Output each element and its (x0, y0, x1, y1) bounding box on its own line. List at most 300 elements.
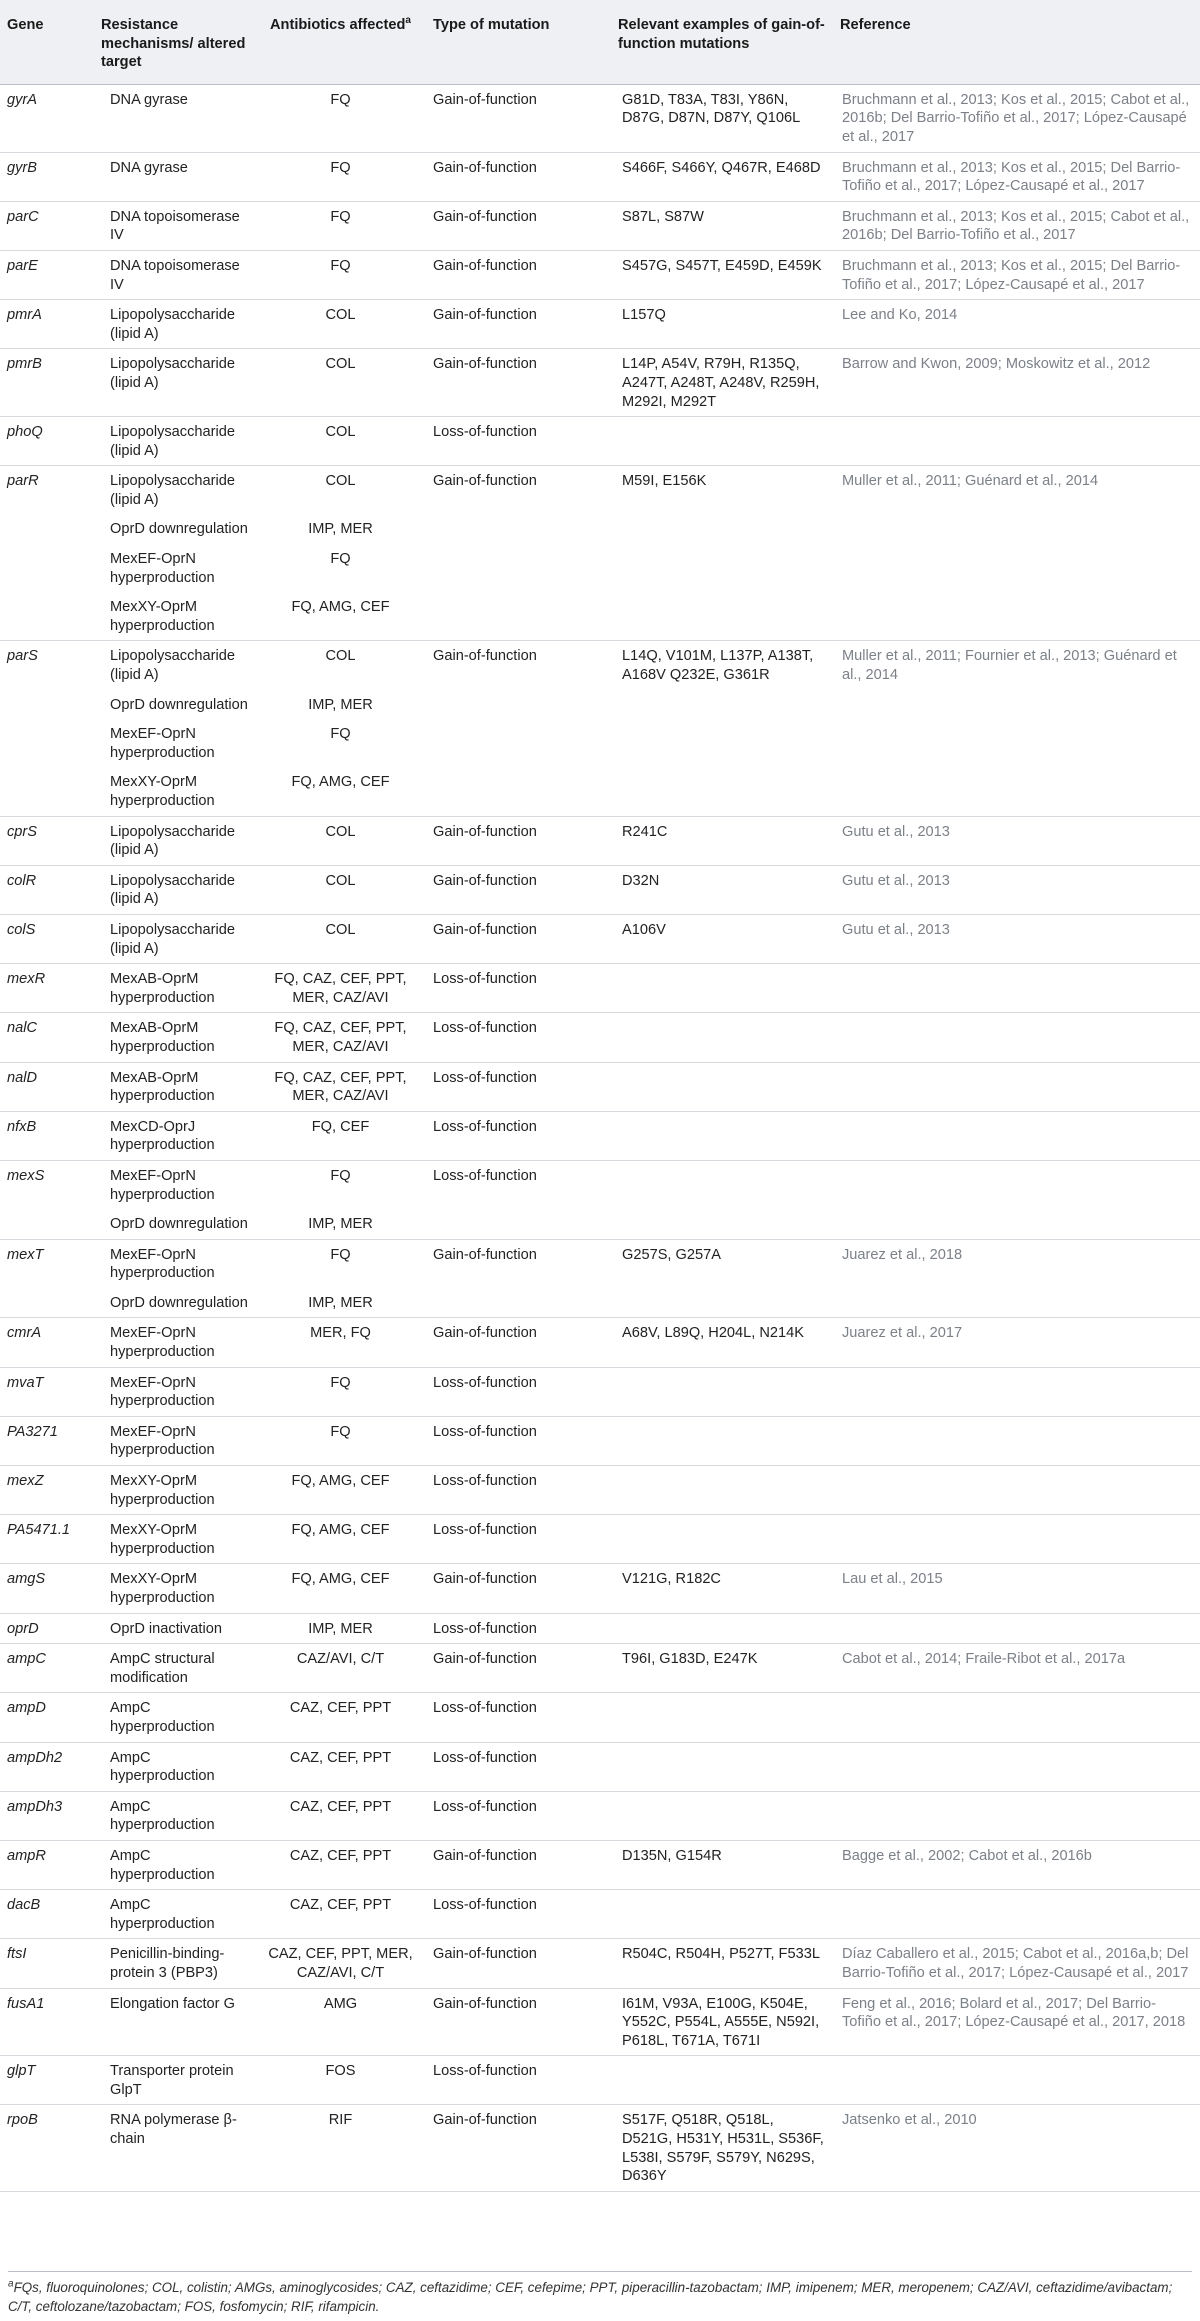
row-mechanism: Lipopolysaccharide (lipid A) (94, 417, 256, 466)
row-examples (611, 592, 833, 641)
row-mechanism: MexEF-OprN hyperproduction (110, 1246, 215, 1282)
row-mutation-type: Gain-of-function (433, 648, 537, 665)
row-gene (0, 514, 94, 544)
row-reference: Jatsenko et al., 2010 (833, 2105, 1200, 2191)
row-reference: Muller et al., 2011; Guénard et al., 2014 (842, 473, 1099, 490)
row-gene: ampD (0, 1693, 94, 1742)
row-antibiotics: CAZ, CEF, PPT (256, 1693, 426, 1742)
row-mutation-type: Loss-of-function (426, 1416, 611, 1465)
table-row (0, 84, 1200, 152)
row-mutation-type: Gain-of-function (426, 816, 611, 865)
row-examples: L14Q, V101M, L137P, A138T, A168V Q232E, G361R (622, 648, 814, 684)
row-mutation-type (426, 690, 611, 720)
row-mutation-type: Loss-of-function (426, 1515, 611, 1564)
table-row (0, 1613, 1200, 1644)
table-row (0, 349, 1200, 417)
row-antibiotics: CAZ, CEF, PPT, MER, CAZ/AVI, C/T (256, 1939, 426, 1988)
row-antibiotics: COL (256, 865, 426, 914)
row-antibiotics: FQ, AMG, CEF (256, 1564, 426, 1613)
header-reference: Reference (833, 0, 1200, 84)
row-mechanism: MexAB-OprM hyperproduction (94, 1062, 256, 1111)
row-gene: mexS (7, 1167, 45, 1184)
row-reference (833, 1013, 1200, 1062)
footnote-text: FQs, fluoroquinolones; COL, colistin; AMGs, aminoglycosides; CAZ, ceftazidime; CEF, cefepime; PPT, piperacillin-tazobactam; IMP, imipenem; MER, meropenem; CAZ/AVI, ceftazidime/avibactam; C/T, ceftolozane/tazobactam; FOS, fosfomycin; RIF, rifampicin. (8, 2280, 1173, 2314)
row-antibiotics: CAZ, CEF, PPT (256, 1742, 426, 1791)
table-row (0, 1111, 1200, 1160)
header-antibiotics-text: Antibiotics affected (270, 17, 406, 33)
row-examples (611, 514, 833, 544)
row-examples (611, 1111, 833, 1160)
table-row (0, 1791, 1200, 1840)
header-row (0, 0, 1200, 84)
row-mutation-type: Loss-of-function (426, 1693, 611, 1742)
row-gene (0, 767, 94, 816)
row-examples (611, 1613, 833, 1644)
row-examples (611, 1209, 833, 1239)
row-gene: oprD (0, 1613, 94, 1644)
header-antibiotics-footnote-mark: a (405, 15, 411, 27)
table-row (0, 1564, 1200, 1613)
row-mechanism: Lipopolysaccharide (lipid A) (94, 914, 256, 963)
table-row (0, 514, 1200, 544)
row-examples (611, 964, 833, 1013)
row-examples (611, 1890, 833, 1939)
row-mechanism: AmpC structural modification (94, 1644, 256, 1693)
table-row (0, 1840, 1200, 1889)
row-mechanism: Elongation factor G (94, 1988, 256, 2056)
row-mechanism: AmpC hyperproduction (94, 1742, 256, 1791)
row-mutation-type: Gain-of-function (426, 865, 611, 914)
row-gene: colS (0, 914, 94, 963)
row-antibiotics: COL (256, 349, 426, 417)
row-gene: parE (0, 250, 94, 299)
row-examples (611, 719, 833, 767)
row-examples: L157Q (611, 300, 833, 349)
row-examples: S466F, S466Y, Q467R, E468D (611, 152, 833, 201)
table-row (0, 300, 1200, 349)
table-row (0, 152, 1200, 201)
row-gene (0, 690, 94, 720)
table-row (0, 1693, 1200, 1742)
row-reference: Bruchmann et al., 2013; Kos et al., 2015; Cabot et al., 2016b; Del Barrio-Tofiño et al., 2017 (833, 201, 1200, 250)
row-gene: glpT (0, 2056, 94, 2105)
table-row (0, 914, 1200, 963)
row-examples: D32N (611, 865, 833, 914)
row-antibiotics: FQ, CAZ, CEF, PPT, MER, CAZ/AVI (256, 964, 426, 1013)
row-mechanism: AmpC hyperproduction (94, 1840, 256, 1889)
row-mutation-type (426, 719, 611, 767)
row-mutation-type: Gain-of-function (426, 152, 611, 201)
row-mutation-type: Gain-of-function (426, 2105, 611, 2191)
row-gene (0, 1288, 94, 1318)
row-mutation-type: Gain-of-function (426, 201, 611, 250)
row-antibiotics: IMP, MER (308, 696, 373, 713)
row-antibiotics: MER, FQ (256, 1318, 426, 1367)
row-mutation-type: Loss-of-function (426, 1791, 611, 1840)
row-mutation-type: Loss-of-function (426, 1367, 611, 1416)
row-mutation-type: Gain-of-function (426, 1318, 611, 1367)
row-reference (833, 964, 1200, 1013)
table-row (0, 1416, 1200, 1465)
row-antibiotics: COL (256, 914, 426, 963)
row-mechanism: DNA gyrase (94, 152, 256, 201)
header-antibiotics (256, 0, 426, 84)
row-mechanism: MexAB-OprM hyperproduction (94, 964, 256, 1013)
row-mutation-type: Gain-of-function (433, 1246, 537, 1263)
table-row (0, 250, 1200, 299)
row-antibiotics: COL (256, 816, 426, 865)
row-reference (833, 767, 1200, 816)
row-mechanism: AmpC hyperproduction (94, 1791, 256, 1840)
row-reference: Cabot et al., 2014; Fraile-Ribot et al., 2017a (833, 1644, 1200, 1693)
row-mutation-type: Loss-of-function (433, 1167, 537, 1184)
row-examples: D135N, G154R (611, 1840, 833, 1889)
header-mutation-type: Type of mutation (426, 0, 611, 84)
row-antibiotics: FQ (256, 1367, 426, 1416)
row-antibiotics: IMP, MER (308, 521, 373, 538)
row-examples: A68V, L89Q, H204L, N214K (611, 1318, 833, 1367)
row-reference (833, 592, 1200, 641)
row-examples: G257S, G257A (622, 1246, 721, 1263)
row-mechanism: MexXY-OprM hyperproduction (94, 1466, 256, 1515)
row-mutation-type: Loss-of-function (426, 964, 611, 1013)
row-examples (611, 1367, 833, 1416)
table-row (0, 719, 1200, 767)
row-mechanism: DNA topoisomerase IV (94, 250, 256, 299)
row-mechanism: DNA topoisomerase IV (94, 201, 256, 250)
row-examples (611, 1062, 833, 1111)
table-row (0, 1988, 1200, 2056)
row-mutation-type: Loss-of-function (426, 1613, 611, 1644)
row-antibiotics: FQ, AMG, CEF (256, 1515, 426, 1564)
row-gene: cprS (0, 816, 94, 865)
row-examples (611, 690, 833, 720)
table-row (0, 417, 1200, 466)
row-reference (833, 1742, 1200, 1791)
row-reference: Barrow and Kwon, 2009; Moskowitz et al., 2012 (833, 349, 1200, 417)
table-row (0, 466, 1200, 515)
row-gene: pmrA (0, 300, 94, 349)
row-mutation-type: Gain-of-function (426, 1564, 611, 1613)
row-gene (0, 544, 94, 592)
row-reference: Lee and Ko, 2014 (833, 300, 1200, 349)
table-row (0, 1160, 1200, 1209)
row-antibiotics: FQ (330, 1246, 351, 1263)
row-examples: A106V (611, 914, 833, 963)
footnote-mark: a (8, 2278, 14, 2290)
table-row (0, 2056, 1200, 2105)
table-header (0, 0, 1200, 84)
row-examples (611, 1416, 833, 1465)
row-reference: Muller et al., 2011; Fournier et al., 2013; Guénard et al., 2014 (842, 648, 1177, 684)
row-gene: PA3271 (0, 1416, 94, 1465)
row-reference (833, 1416, 1200, 1465)
row-gene: mexZ (0, 1466, 94, 1515)
row-gene: dacB (0, 1890, 94, 1939)
row-mutation-type: Loss-of-function (426, 2056, 611, 2105)
row-gene: gyrB (0, 152, 94, 201)
row-mutation-type (426, 767, 611, 816)
row-examples: V121G, R182C (611, 1564, 833, 1613)
header-examples: Relevant examples of gain-of-function mutations (611, 0, 833, 84)
row-reference: Bagge et al., 2002; Cabot et al., 2016b (833, 1840, 1200, 1889)
table-row (0, 690, 1200, 720)
row-reference: Díaz Caballero et al., 2015; Cabot et al., 2016a,b; Del Barrio-Tofiño et al., 2017; López-Causapé et al., 2017 (833, 1939, 1200, 1988)
row-reference: Gutu et al., 2013 (833, 865, 1200, 914)
row-mutation-type: Gain-of-function (426, 914, 611, 963)
row-mechanism: RNA polymerase β-chain (94, 2105, 256, 2191)
row-mechanism: MexEF-OprN hyperproduction (94, 1416, 256, 1465)
row-antibiotics: CAZ, CEF, PPT (256, 1791, 426, 1840)
row-mechanism: OprD inactivation (94, 1613, 256, 1644)
row-reference (833, 544, 1200, 592)
row-examples: M59I, E156K (622, 473, 707, 490)
row-mechanism: Transporter protein GlpT (94, 2056, 256, 2105)
row-mechanism: MexAB-OprM hyperproduction (94, 1013, 256, 1062)
row-mutation-type: Loss-of-function (426, 1890, 611, 1939)
row-mechanism: MexEF-OprN hyperproduction (110, 726, 215, 761)
row-reference: Juarez et al., 2017 (833, 1318, 1200, 1367)
row-examples (611, 1288, 833, 1318)
header-gene: Gene (0, 0, 94, 84)
row-examples: I61M, V93A, E100G, K504E, Y552C, P554L, A555E, N592I, P618L, T671A, T671I (611, 1988, 833, 2056)
row-gene: fusA1 (0, 1988, 94, 2056)
row-antibiotics: FQ (330, 726, 351, 743)
row-reference: Lau et al., 2015 (833, 1564, 1200, 1613)
row-antibiotics: COL (256, 300, 426, 349)
row-mechanism: Lipopolysaccharide (lipid A) (110, 473, 235, 508)
row-mechanism: Lipopolysaccharide (lipid A) (94, 300, 256, 349)
row-mutation-type (426, 1209, 611, 1239)
row-gene: rpoB (0, 2105, 94, 2191)
row-examples: R241C (611, 816, 833, 865)
row-antibiotics: FQ, AMG, CEF (256, 592, 426, 641)
row-mutation-type: Loss-of-function (426, 1466, 611, 1515)
table-row (0, 964, 1200, 1013)
row-reference (833, 1693, 1200, 1742)
row-antibiotics: FQ, CAZ, CEF, PPT, MER, CAZ/AVI (256, 1062, 426, 1111)
row-antibiotics: AMG (256, 1988, 426, 2056)
row-reference: Bruchmann et al., 2013; Kos et al., 2015; Cabot et al., 2016b; Del Barrio-Tofiño et al., 2017; López-Causapé et al., 2017 (833, 84, 1200, 152)
row-gene: cmrA (0, 1318, 94, 1367)
row-mechanism: AmpC hyperproduction (94, 1693, 256, 1742)
row-examples: R504C, R504H, P527T, F533L (611, 1939, 833, 1988)
table-row (0, 1367, 1200, 1416)
row-mechanism: Lipopolysaccharide (lipid A) (94, 816, 256, 865)
row-gene (0, 1209, 94, 1239)
row-antibiotics: COL (325, 473, 356, 490)
row-reference (833, 1288, 1200, 1318)
row-reference: Juarez et al., 2018 (842, 1246, 963, 1263)
row-mechanism: Penicillin-binding-protein 3 (PBP3) (94, 1939, 256, 1988)
table-row (0, 1742, 1200, 1791)
row-gene: ampR (0, 1840, 94, 1889)
table-row (0, 1013, 1200, 1062)
row-examples (611, 544, 833, 592)
table-row (0, 544, 1200, 592)
row-reference (833, 1111, 1200, 1160)
row-gene: mvaT (0, 1367, 94, 1416)
row-gene (0, 592, 94, 641)
row-antibiotics: FQ (330, 1167, 351, 1184)
row-examples (611, 2056, 833, 2105)
row-gene: colR (0, 865, 94, 914)
row-examples: L14P, A54V, R79H, R135Q, A247T, A248T, A248V, R259H, M292I, M292T (611, 349, 833, 417)
row-gene: gyrA (0, 84, 94, 152)
row-examples (611, 1466, 833, 1515)
row-examples (611, 1693, 833, 1742)
row-gene (0, 719, 94, 767)
row-mechanism: MexXY-OprM hyperproduction (94, 592, 256, 641)
table-row (0, 767, 1200, 816)
row-examples: T96I, G183D, E247K (611, 1644, 833, 1693)
row-mutation-type (426, 592, 611, 641)
row-mutation-type: Gain-of-function (433, 473, 537, 490)
row-examples: S517F, Q518R, Q518L, D521G, H531Y, H531L, S536F, L538I, S579F, S579Y, N629S, D636Y (611, 2105, 833, 2191)
row-reference: Gutu et al., 2013 (833, 914, 1200, 963)
row-gene: amgS (0, 1564, 94, 1613)
row-mechanism: OprD downregulation (94, 1288, 256, 1318)
row-gene: PA5471.1 (0, 1515, 94, 1564)
row-mutation-type: Gain-of-function (426, 1840, 611, 1889)
table-row (0, 2105, 1200, 2191)
row-gene: nalC (0, 1013, 94, 1062)
row-mechanism: MexXY-OprM hyperproduction (94, 1515, 256, 1564)
row-antibiotics: CAZ, CEF, PPT (256, 1840, 426, 1889)
row-examples (611, 1742, 833, 1791)
row-mechanism: OprD downregulation (94, 1209, 256, 1239)
table-row (0, 201, 1200, 250)
row-examples (611, 767, 833, 816)
row-mutation-type: Gain-of-function (426, 300, 611, 349)
row-mutation-type (426, 544, 611, 592)
table-body (0, 84, 1200, 2191)
row-reference (833, 2056, 1200, 2105)
row-antibiotics: FQ (256, 84, 426, 152)
table-row (0, 865, 1200, 914)
row-antibiotics: RIF (256, 2105, 426, 2191)
row-gene: parR (7, 473, 39, 490)
row-mutation-type: Gain-of-function (426, 1644, 611, 1693)
row-mechanism: AmpC hyperproduction (94, 1890, 256, 1939)
row-mechanism: OprD downregulation (110, 696, 248, 713)
row-examples: G81D, T83A, T83I, Y86N, D87G, D87N, D87Y, Q106L (611, 84, 833, 152)
row-reference (833, 1160, 1200, 1209)
row-mechanism: Lipopolysaccharide (lipid A) (94, 865, 256, 914)
table-row (0, 1466, 1200, 1515)
row-gene: ampDh3 (0, 1791, 94, 1840)
row-antibiotics: IMP, MER (256, 1613, 426, 1644)
row-antibiotics: FQ (256, 152, 426, 201)
row-mutation-type: Loss-of-function (426, 1111, 611, 1160)
table-row (0, 1939, 1200, 1988)
row-examples: S457G, S457T, E459D, E459K (611, 250, 833, 299)
row-antibiotics: IMP, MER (256, 1288, 426, 1318)
row-gene: pmrB (0, 349, 94, 417)
row-mechanism: MexEF-OprN hyperproduction (94, 1367, 256, 1416)
row-gene: ampC (0, 1644, 94, 1693)
table-row (0, 1209, 1200, 1239)
row-mechanism: MexEF-OprN hyperproduction (110, 551, 215, 586)
row-antibiotics: FOS (256, 2056, 426, 2105)
row-mechanism: MexEF-OprN hyperproduction (94, 1318, 256, 1367)
table-row (0, 1239, 1200, 1288)
row-antibiotics: IMP, MER (256, 1209, 426, 1239)
row-gene: nfxB (0, 1111, 94, 1160)
row-mutation-type: Loss-of-function (426, 1013, 611, 1062)
row-examples (611, 1013, 833, 1062)
row-reference (833, 1890, 1200, 1939)
row-antibiotics: COL (325, 648, 356, 665)
row-antibiotics: FQ (256, 1416, 426, 1465)
row-mechanism: Lipopolysaccharide (lipid A) (110, 648, 235, 684)
table-row (0, 1318, 1200, 1367)
row-gene: parC (0, 201, 94, 250)
row-antibiotics: FQ (330, 551, 351, 568)
row-antibiotics: FQ (256, 201, 426, 250)
row-antibiotics: FQ (256, 250, 426, 299)
table-footnote (8, 2271, 1192, 2316)
row-reference: Gutu et al., 2013 (833, 816, 1200, 865)
table-row (0, 816, 1200, 865)
row-reference (833, 1062, 1200, 1111)
row-reference (833, 514, 1200, 544)
row-reference: Feng et al., 2016; Bolard et al., 2017; Del Barrio-Tofiño et al., 2017; López-Causapé et al., 2017, 2018 (833, 1988, 1200, 2056)
row-mutation-type (426, 1288, 611, 1318)
row-mechanism: OprD downregulation (110, 521, 248, 538)
row-gene: phoQ (0, 417, 94, 466)
row-reference (833, 1367, 1200, 1416)
row-mutation-type: Loss-of-function (426, 1062, 611, 1111)
table-row (0, 1288, 1200, 1318)
row-examples: S87L, S87W (611, 201, 833, 250)
row-mutation-type: Gain-of-function (426, 1988, 611, 2056)
row-antibiotics: FQ, AMG, CEF (256, 1466, 426, 1515)
row-gene: mexT (7, 1246, 44, 1263)
row-gene: ampDh2 (0, 1742, 94, 1791)
header-mechanism: Resistance mechanisms/ altered target (94, 0, 256, 84)
row-examples (611, 417, 833, 466)
row-reference (833, 719, 1200, 767)
row-examples (611, 1791, 833, 1840)
row-mechanism: Lipopolysaccharide (lipid A) (94, 349, 256, 417)
row-gene: nalD (0, 1062, 94, 1111)
row-reference (833, 1515, 1200, 1564)
row-reference (833, 1209, 1200, 1239)
row-mutation-type: Gain-of-function (426, 250, 611, 299)
row-antibiotics: CAZ, CEF, PPT (256, 1890, 426, 1939)
row-mutation-type: Loss-of-function (426, 1742, 611, 1791)
row-mutation-type: Gain-of-function (426, 349, 611, 417)
row-reference (833, 1466, 1200, 1515)
row-antibiotics: FQ, CEF (256, 1111, 426, 1160)
row-gene: parS (7, 648, 38, 665)
row-reference (833, 690, 1200, 720)
row-antibiotics: CAZ/AVI, C/T (256, 1644, 426, 1693)
row-mutation-type: Loss-of-function (426, 417, 611, 466)
row-mutation-type: Gain-of-function (426, 1939, 611, 1988)
row-mechanism: DNA gyrase (94, 84, 256, 152)
row-gene: ftsI (0, 1939, 94, 1988)
row-examples (611, 1160, 833, 1209)
table-row (0, 1062, 1200, 1111)
table-row (0, 1515, 1200, 1564)
table-row (0, 1890, 1200, 1939)
row-reference (833, 1791, 1200, 1840)
row-mutation-type: Gain-of-function (426, 84, 611, 152)
row-reference (833, 1613, 1200, 1644)
table-row (0, 592, 1200, 641)
